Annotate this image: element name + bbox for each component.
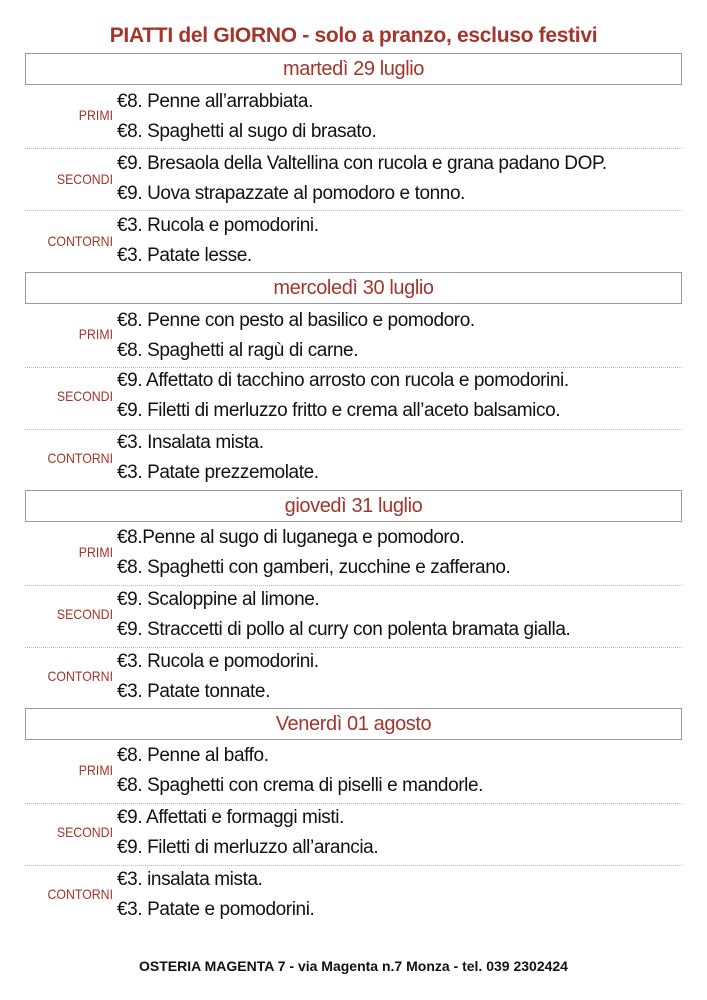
- menu-item: €9. Filetti di merluzzo fritto e crema all’aceto balsamico.: [117, 400, 561, 421]
- menu-item: €9. Uova strapazzate al pomodoro e tonno.: [117, 183, 465, 204]
- category-label: PRIMI: [78, 326, 113, 342]
- menu-section-contorni: [25, 430, 682, 492]
- menu-section-secondi: [25, 368, 682, 430]
- menu-section-secondi: [25, 804, 682, 866]
- menu-item: €8. Penne con pesto al basilico e pomodoro.: [117, 310, 475, 331]
- category-label: PRIMI: [78, 762, 113, 778]
- menu-item: €9. Straccetti di pollo al curry con polenta bramata gialla.: [117, 619, 571, 640]
- day-header: martedì 29 luglio: [25, 53, 682, 85]
- menu-item: €8. Penne al baffo.: [117, 745, 269, 766]
- menu-section-primi: [25, 524, 682, 586]
- menu-item: €3. Insalata mista.: [117, 432, 264, 453]
- category-label: SECONDI: [56, 388, 113, 404]
- menu-section-contorni: [25, 866, 682, 928]
- page-title: PIATTI del GIORNO - solo a pranzo, escluso festivi: [109, 24, 598, 47]
- menu-item: €9. Filetti di merluzzo all’arancia.: [117, 837, 379, 858]
- menu-item: €3. Patate e pomodorini.: [117, 899, 315, 920]
- menu-section-primi: [25, 742, 682, 804]
- category-label: PRIMI: [78, 544, 113, 560]
- menu-item: €9. Affettati e formaggi misti.: [117, 807, 344, 828]
- menu-item: €8. Spaghetti al sugo di brasato.: [117, 121, 377, 142]
- day-header: giovedì 31 luglio: [25, 490, 682, 522]
- category-label: CONTORNI: [47, 450, 114, 466]
- menu-section-contorni: [25, 211, 682, 273]
- menu-section-primi: [25, 87, 682, 149]
- menu-item: €3. Rucola e pomodorini.: [117, 651, 319, 672]
- menu-item: €8. Penne all’arrabbiata.: [117, 91, 313, 112]
- menu-item: €3. Patate prezzemolate.: [117, 462, 319, 483]
- menu-item: €8. Spaghetti al ragù di carne.: [117, 340, 359, 361]
- menu-item: €8.Penne al sugo di luganega e pomodoro.: [117, 527, 465, 548]
- menu-item: €9. Scaloppine al limone.: [117, 589, 320, 610]
- menu-item: €3. insalata mista.: [117, 869, 263, 890]
- menu-item: €8. Spaghetti con crema di piselli e mandorle.: [117, 775, 484, 796]
- category-label: SECONDI: [56, 824, 113, 840]
- menu-item: €3. Patate lesse.: [117, 245, 252, 266]
- category-label: SECONDI: [56, 171, 113, 187]
- menu-item: €3. Patate tonnate.: [117, 681, 270, 702]
- menu-item: €9. Bresaola della Valtellina con rucola e grana padano DOP.: [117, 153, 607, 174]
- menu-section-primi: [25, 306, 682, 368]
- menu-item: €8. Spaghetti con gamberi, zucchine e zafferano.: [117, 557, 511, 578]
- category-label: CONTORNI: [47, 668, 114, 684]
- day-header: mercoledì 30 luglio: [25, 272, 682, 304]
- menu-item: €3. Rucola e pomodorini.: [117, 215, 319, 236]
- category-label: PRIMI: [78, 107, 113, 123]
- footer-address: OSTERIA MAGENTA 7 - via Magenta n.7 Monza - tel. 039 2302424: [139, 958, 568, 974]
- category-label: SECONDI: [56, 606, 113, 622]
- menu-section-contorni: [25, 648, 682, 710]
- category-label: CONTORNI: [47, 886, 114, 902]
- menu-section-secondi: [25, 586, 682, 648]
- category-label: CONTORNI: [47, 233, 114, 249]
- day-header: Venerdì 01 agosto: [25, 708, 682, 740]
- menu-item: €9. Affettato di tacchino arrosto con rucola e pomodorini.: [117, 370, 569, 391]
- menu-section-secondi: [25, 149, 682, 211]
